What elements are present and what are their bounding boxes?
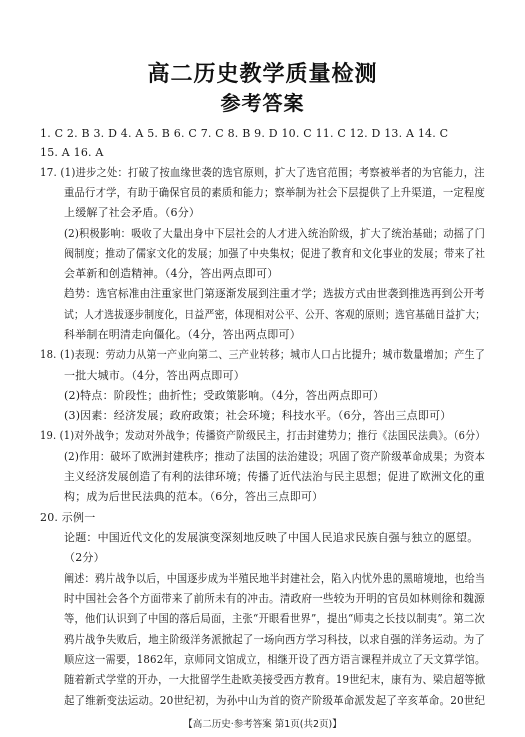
answer-line: 论题：中国近代文化的发展演变深刻地反映了中国人民追求民族自强与独立的愿望。 [64,531,479,544]
answer-line: 上缓解了社会矛盾。（6分） [64,206,201,219]
answer-line: 阀制度；推动了儒家文化的发展；加强了中央集权；促进了教育和文化事业的发展；带来了社 [64,247,486,260]
answer-line: 一批大城市。（4分，答出两点即可） [64,369,245,382]
page-footer: 【高二历史·参考答案 第1页(共2页)】 [183,719,342,730]
answer-line: 构；成为后世民法典的范本。（6分，答出三点即可） [64,490,324,503]
answer-line: 18. (1)表现：劳动力从第一产业向第二、三产业转移；城市人口占比提升；城市数量增加；产生了 [40,348,485,361]
answer-line: (3)因素：经济发展；政府政策；社会环境；科技水平。（6分，答出三点即可） [64,409,452,422]
answer-line: 科举制在明清走向僵化。（4分，答出两点即可） [64,328,301,341]
answer-line: 起了维新变法运动。20世纪初，为孙中山为首的资产阶级革命派发起了辛亥革命。20世纪 [64,694,486,707]
answer-line: 阐述：鸦片战争以后，中国逐步成为半殖民地半封建社会，陷入内忧外患的黑暗境地，也给当 [64,572,486,585]
answer-line: 主义经济发展创造了有利的法律环境；传播了近代法治与民主思想；促进了欧洲文化的重 [64,470,485,483]
answer-line: (2)特点：阶段性；曲折性；受政策影响。（4分，答出两点即可） [64,389,385,402]
answer-line: 等，他们认识到了中国的落后局面，主张“开眼看世界”，提出“师夷之长技以制夷”。第二次 [64,612,485,625]
answer-line: 重品行才学，有助于确保官员的素质和能力；察举制为社会下层提供了上升渠道，一定程度 [64,186,485,199]
answer-line: 19. (1)对外战争；发动对外战争；传播资产阶级民主，打击封建势力；推行《法国民法典》。（6分） [40,429,486,442]
answer-line: (2)积极影响：吸收了大量出身中下层社会的人才进入统治阶级，扩大了统治基础；动摇了门 [64,227,486,240]
answer-line: 17. (1)进步之处：打破了按血缘世袭的选官原则，扩大了选官范围；考察被举者的为官能力，注 [40,166,485,179]
answer-line: (2)作用：破坏了欧洲封建秩序；推动了法国的法治建设；巩固了资产阶级革命成果；为资本 [64,450,486,463]
answer-line: 试；人才选拔逐步制度化，日益严密，体现相对公平、公开、客观的原则；选官基础日益扩大； [64,308,486,321]
answer-line: 会革新和创造精神。（4分，答出两点即可） [64,267,279,280]
answer-line: 15. A 16. A [40,146,104,159]
answer-line: 趋势：选官标准由注重家世门第逐渐发展到注重才学；选拔方式由世袭到推选再到公开考 [64,287,485,300]
answer-line: （2分） [64,551,105,564]
page-title: 高二历史教学质量检测 [147,62,378,87]
answer-line: 20. 示例一 [40,511,96,524]
answer-line: 鸦片战争失败后，地主阶级洋务派掀起了一场向西方学习科技，以求自强的洋务运动。为了 [64,633,485,646]
answer-line: 时中国社会各个方面带来了前所未有的冲击。清政府一些较为开明的官员如林则徐和魏源 [64,592,485,605]
page-subtitle: 参考答案 [220,91,305,115]
answer-line: 1. C 2. B 3. D 4. A 5. B 6. C 7. C 8. B 9. D 10. C 11. C 12. D 13. A 14. C [40,127,449,140]
answer-line: 顺应这一需要，1862年，京师同文馆成立，相继开设了西方语言课程并成立了天文算学馆。 [64,653,486,666]
answer-line: 随着新式学堂的开办，一大批留学生赴欧美接受西方教育。19世纪末，康有为、梁启超等掀 [64,673,486,686]
